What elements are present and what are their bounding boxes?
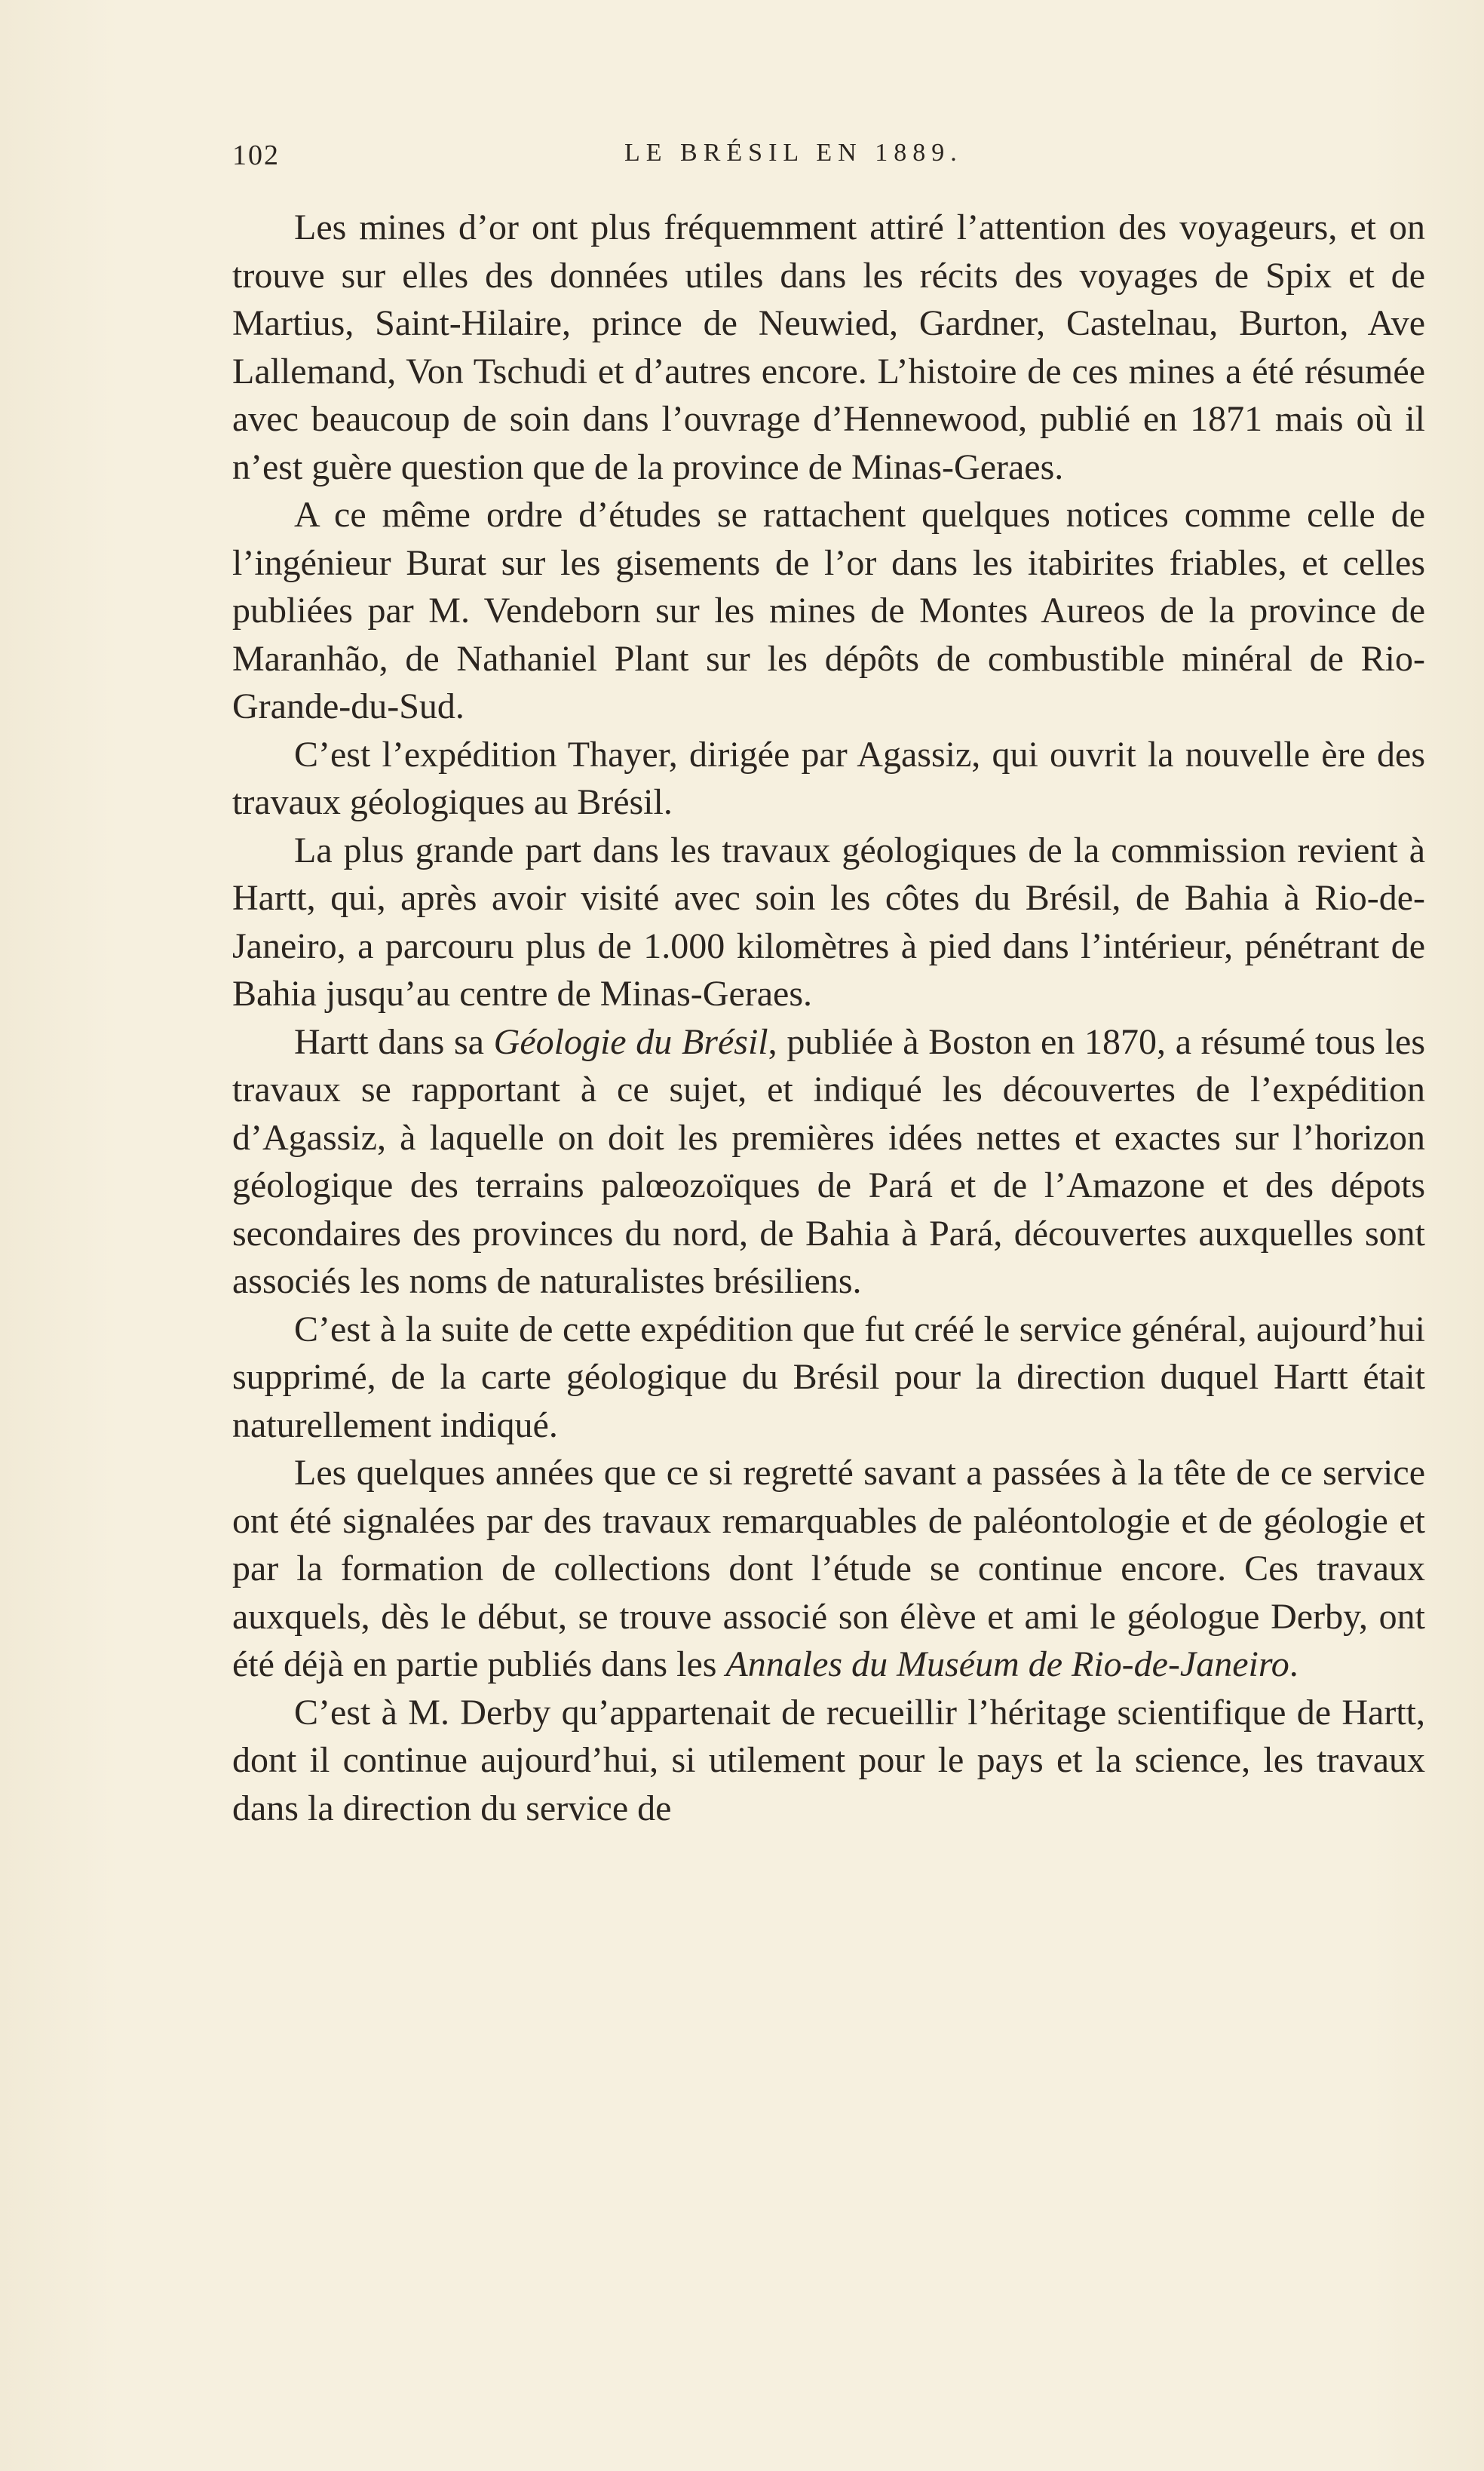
- paragraph: [232, 827, 1425, 1018]
- paragraph-text: C’est à la suite de cette expédition que fut créé le service général, aujourd’hui supprimé, de la carte géologique du Brésil pour la direction duquel Hartt était naturellement indiqué.: [232, 1309, 1425, 1445]
- paragraph-text: La plus grande part dans les travaux géologiques de la commission revient à Hartt, qui, après avoir visité avec soin les côtes du Brésil, de Bahia à Rio-de-Janeiro, a parcouru plus de 1.000 kilomètres à pied dans l’intérieur, pénétrant de Bahia jusqu’au centre de Minas-Geraes.: [232, 830, 1425, 1014]
- paragraph: [232, 491, 1425, 731]
- paragraph-text: A ce même ordre d’études se rattachent quelques notices comme celle de l’ingénieur Burat sur les gisements de l’or dans les itabirites friables, et celles publiées par M. Vendeborn sur les mines de Montes Aureos de la province de Maranhão, de Nathaniel Plant sur les dépôts de combustible minéral de Rio-Grande-du-Sud.: [232, 495, 1425, 726]
- page-number: 102: [232, 140, 280, 171]
- body-text: [232, 204, 1425, 1832]
- paragraph-text: Les mines d’or ont plus fréquemment attiré l’attention des voyageurs, et on trouve sur elles des données utiles dans les récits des voyages de Spix et de Martius, Saint-Hilaire, prince de Neuwied, Gardner, Castelnau, Burton, Ave Lallemand, Von Tschudi et d’autres encore. L’histoire de ces mines a été résumée avec beaucoup de soin dans l’ouvrage d’Hennewood, publié en 1871 mais où il n’est guère question que de la province de Minas-Geraes.: [232, 207, 1425, 487]
- paragraph: [232, 1689, 1425, 1833]
- italic-title: Géologie du Brésil: [493, 1021, 768, 1062]
- paragraph-text: Les quelques années que ce si regretté savant a passées à la tête de ce service ont été signalées par des travaux remarquables de paléontologie et de géologie et par la formation de collections dont l’étude se continue encore. Ces travaux auxquels, dès le début, se trouve associé son élève et ami le géologue Derby, ont été déjà en partie publiés dans les: [232, 1453, 1425, 1684]
- paragraph-text: .: [1289, 1644, 1298, 1684]
- paragraph-text: C’est à M. Derby qu’appartenait de recueillir l’héritage scientifique de Hartt, dont il continue aujourd’hui, si utilement pour le pays et la science, les travaux dans la direction du service de: [232, 1692, 1425, 1828]
- paragraph: [232, 1449, 1425, 1689]
- paragraph: [232, 1018, 1425, 1306]
- paragraph: [232, 731, 1425, 827]
- italic-title: Annales du Muséum de Rio-de-Janeiro: [725, 1644, 1289, 1684]
- paragraph: [232, 204, 1425, 491]
- running-title: LE BRÉSIL EN 1889.: [624, 139, 963, 167]
- paragraph-text: Hartt dans sa: [294, 1021, 494, 1062]
- running-head: [232, 139, 1424, 184]
- paragraph: [232, 1306, 1425, 1450]
- paragraph-text: , publiée à Boston en 1870, a résumé tous les travaux se rapportant à ce sujet, et indiqué les découvertes de l’expédition d’Agassiz, à laquelle on doit les premières idées nettes et exactes sur l’horizon géologique des terrains palœozoïques de Pará et de l’Amazone et des dépots secondaires des provinces du nord, de Bahia à Pará, découvertes auxquelles sont associés les noms de naturalistes brésiliens.: [232, 1021, 1425, 1301]
- paragraph-text: C’est l’expédition Thayer, dirigée par Agassiz, qui ouvrit la nouvelle ère des travaux géologiques au Brésil.: [232, 734, 1425, 822]
